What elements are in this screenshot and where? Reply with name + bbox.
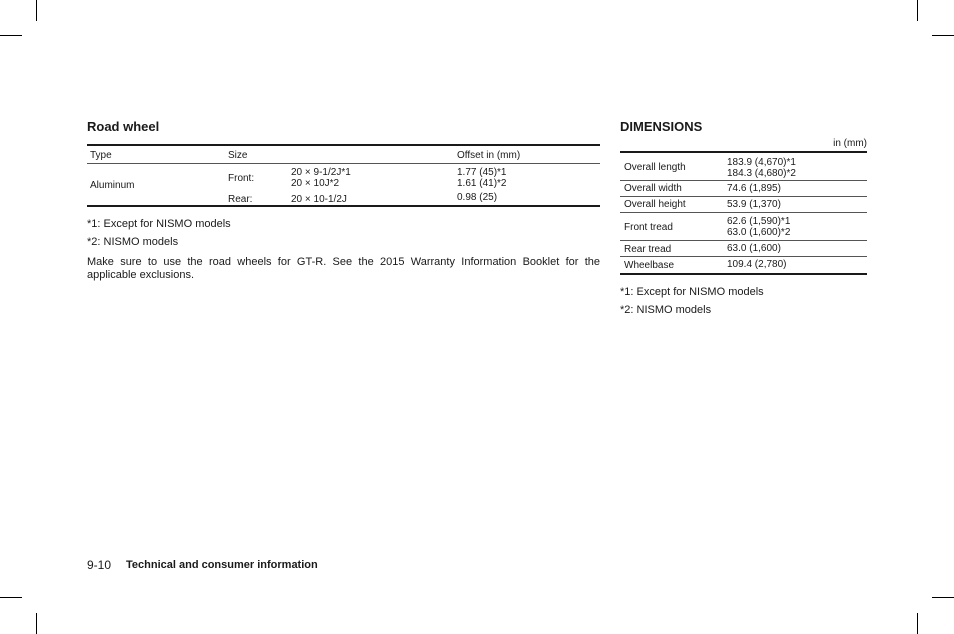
road-wheel-note-1: *1: Except for NISMO models bbox=[87, 218, 231, 230]
table-row bbox=[620, 241, 867, 257]
road-wheel-title: Road wheel bbox=[87, 119, 160, 134]
dim-value: 63.0 (1,600)*2 bbox=[727, 227, 791, 238]
page-number: 9-10 bbox=[87, 558, 112, 572]
dim-value: 109.4 (2,780) bbox=[727, 259, 787, 270]
header-size: Size bbox=[228, 150, 248, 161]
table-row bbox=[620, 257, 867, 273]
table-header-row bbox=[87, 146, 600, 164]
header-offset: Offset in (mm) bbox=[457, 150, 521, 161]
dim-label-overall-width: Overall width bbox=[624, 183, 682, 194]
dim-label-front-tread: Front tread bbox=[624, 222, 673, 233]
road-wheel-note-2: *2: NISMO models bbox=[87, 236, 179, 248]
dimensions-title: DIMENSIONS bbox=[620, 119, 703, 134]
rear-label: Rear: bbox=[228, 194, 253, 205]
dim-values-overall-height bbox=[727, 199, 781, 210]
crop-mark bbox=[0, 597, 22, 598]
dim-value: 74.6 (1,895) bbox=[727, 183, 781, 194]
dimensions-note-1: *1: Except for NISMO models bbox=[620, 286, 764, 298]
crop-mark bbox=[36, 0, 37, 21]
rear-size: 20 × 10-1/2J bbox=[291, 194, 347, 205]
dim-value: 183.9 (4,670)*1 bbox=[727, 157, 796, 168]
table-row bbox=[620, 213, 867, 241]
offset-2: 1.61 (41)*2 bbox=[457, 178, 507, 189]
table-bottom-rule bbox=[87, 205, 600, 207]
front-size-1: 20 × 9-1/2J*1 bbox=[291, 167, 351, 178]
dimensions-unit: in (mm) bbox=[833, 138, 867, 149]
crop-mark bbox=[932, 35, 954, 36]
road-wheel-table bbox=[87, 144, 600, 207]
table-row bbox=[620, 197, 867, 213]
crop-mark bbox=[917, 613, 918, 634]
dimensions-note-2: *2: NISMO models bbox=[620, 304, 712, 316]
dim-value: 53.9 (1,370) bbox=[727, 199, 781, 210]
dim-values-wheelbase bbox=[727, 259, 787, 270]
crop-mark bbox=[917, 0, 918, 21]
dim-label-rear-tread: Rear tread bbox=[624, 244, 672, 255]
road-wheel-paragraph: Make sure to use the road wheels for GT-R. See the 2015 Warranty Information Booklet for the applicable exclusions. bbox=[87, 256, 600, 281]
dim-label-overall-length: Overall length bbox=[624, 162, 686, 173]
crop-mark bbox=[932, 597, 954, 598]
table-row bbox=[620, 153, 867, 181]
dim-label-wheelbase: Wheelbase bbox=[624, 260, 675, 271]
footer-section-title: Technical and consumer information bbox=[126, 559, 318, 571]
offset-3: 0.98 (25) bbox=[457, 192, 498, 203]
front-size-2: 20 × 10J*2 bbox=[291, 178, 340, 189]
crop-mark bbox=[0, 35, 22, 36]
dim-values-rear-tread bbox=[727, 243, 781, 254]
table-body bbox=[87, 164, 600, 205]
dim-values-overall-length bbox=[727, 157, 796, 179]
dim-value: 63.0 (1,600) bbox=[727, 243, 781, 254]
dim-values-overall-width bbox=[727, 183, 781, 194]
header-type: Type bbox=[90, 150, 112, 161]
dim-label-overall-height: Overall height bbox=[624, 199, 686, 210]
wheel-type: Aluminum bbox=[90, 180, 135, 191]
offset-1: 1.77 (45)*1 bbox=[457, 167, 507, 178]
table-row bbox=[620, 181, 867, 197]
dim-values-front-tread bbox=[727, 216, 790, 238]
crop-mark bbox=[36, 613, 37, 634]
dimensions-table bbox=[620, 151, 867, 275]
dim-value: 184.3 (4,680)*2 bbox=[727, 168, 796, 179]
front-label: Front: bbox=[228, 173, 255, 184]
dim-value: 62.6 (1,590)*1 bbox=[727, 216, 791, 227]
